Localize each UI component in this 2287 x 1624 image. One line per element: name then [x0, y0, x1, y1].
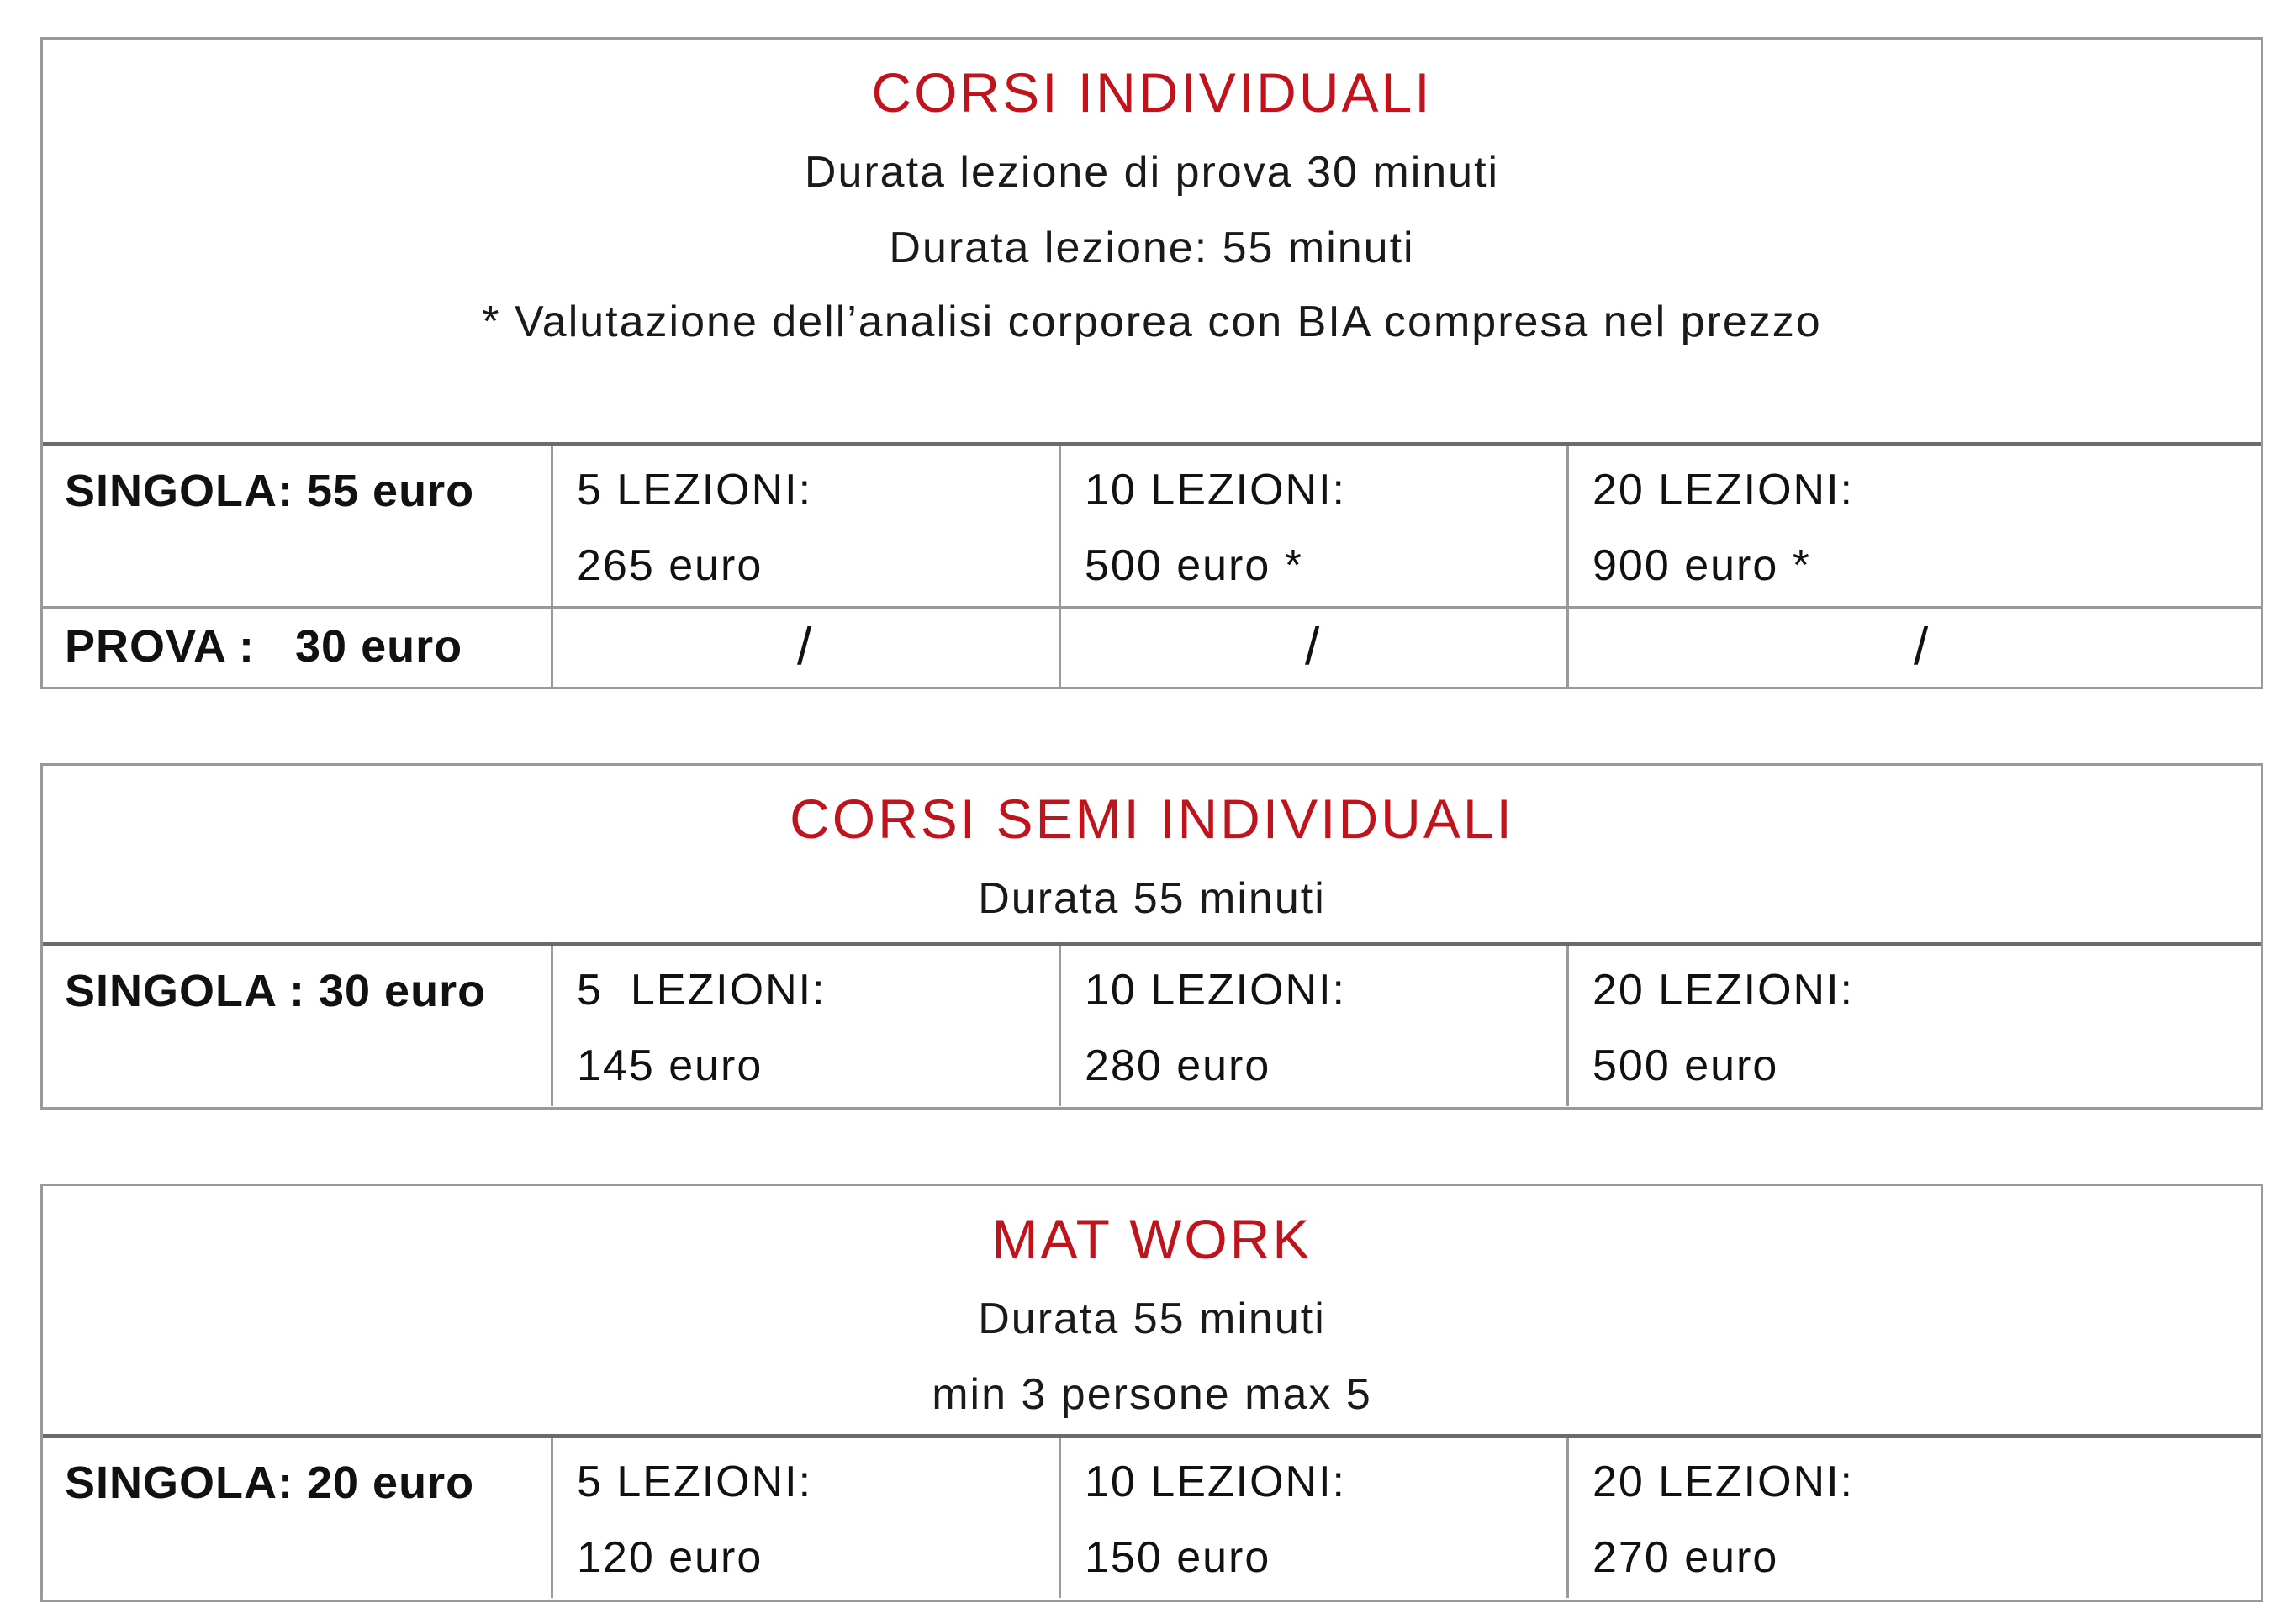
price-cell-package [1059, 946, 1566, 1106]
package-name: 5 LEZIONI: [577, 466, 813, 514]
section-info-line: Durata lezione di prova 30 minuti [804, 148, 1500, 197]
section-header [43, 766, 2261, 946]
package-name: 20 LEZIONI: [1592, 1458, 1854, 1506]
section-corsi-semi-individuali [40, 763, 2263, 1110]
price-cell-package [1566, 446, 2261, 606]
package-price: 280 euro [1085, 1041, 1271, 1090]
package-price: 265 euro [577, 541, 763, 590]
package-name: 10 LEZIONI: [1085, 1458, 1346, 1506]
price-cell-empty [1059, 609, 1566, 687]
trial-price-label: PROVA : 30 euro [65, 621, 463, 672]
package-name: 5 LEZIONI: [577, 1458, 813, 1506]
package-price: 150 euro [1085, 1533, 1271, 1582]
price-cell-package [1566, 946, 2261, 1106]
section-header [43, 40, 2261, 446]
price-cell-single [43, 446, 551, 606]
single-price-label: SINGOLA: 20 euro [65, 1458, 475, 1508]
section-corsi-individuali [40, 37, 2263, 689]
single-price-label: SINGOLA: 55 euro [65, 466, 475, 516]
price-cell-package [551, 1438, 1059, 1598]
package-price: 120 euro [577, 1533, 763, 1582]
section-info-line: * Valutazione dell’analisi corporea con BIA compresa nel prezzo [482, 298, 1822, 346]
single-price-label: SINGOLA : 30 euro [65, 966, 487, 1016]
package-price: 900 euro * [1592, 541, 1811, 590]
package-name: 10 LEZIONI: [1085, 466, 1346, 514]
price-cell-package [551, 946, 1059, 1106]
package-name: 5 LEZIONI: [577, 966, 827, 1015]
section-mat-work [40, 1184, 2263, 1602]
section-info-line: Durata 55 minuti [978, 1294, 1326, 1343]
empty-slash: / [797, 618, 812, 676]
price-cell-package [1059, 1438, 1566, 1598]
package-price: 500 euro * [1085, 541, 1303, 590]
section-info-line: Durata lezione: 55 minuti [889, 224, 1415, 272]
price-row [43, 1438, 2261, 1598]
price-cell-empty [1566, 609, 2261, 687]
price-cell-package [551, 446, 1059, 606]
package-price: 270 euro [1592, 1533, 1779, 1582]
price-cell-single [43, 946, 551, 1106]
section-info-line: min 3 persone max 5 [932, 1370, 1372, 1419]
section-title: CORSI INDIVIDUALI [871, 61, 1433, 124]
section-info-line: Durata 55 minuti [978, 874, 1326, 923]
price-cell-trial [43, 609, 551, 687]
empty-slash: / [1914, 618, 1929, 676]
price-cell-package [1059, 446, 1566, 606]
price-row-trial [43, 606, 2261, 687]
price-row [43, 946, 2261, 1106]
package-name: 10 LEZIONI: [1085, 966, 1346, 1015]
package-name: 20 LEZIONI: [1592, 966, 1854, 1015]
section-title: CORSI SEMI INDIVIDUALI [790, 788, 1514, 850]
section-title: MAT WORK [991, 1208, 1313, 1270]
section-header [43, 1186, 2261, 1438]
package-price: 145 euro [577, 1041, 763, 1090]
price-cell-single [43, 1438, 551, 1598]
package-price: 500 euro [1592, 1041, 1779, 1090]
price-cell-empty [551, 609, 1059, 687]
empty-slash: / [1305, 618, 1320, 676]
package-name: 20 LEZIONI: [1592, 466, 1854, 514]
price-cell-package [1566, 1438, 2261, 1598]
price-row [43, 446, 2261, 606]
